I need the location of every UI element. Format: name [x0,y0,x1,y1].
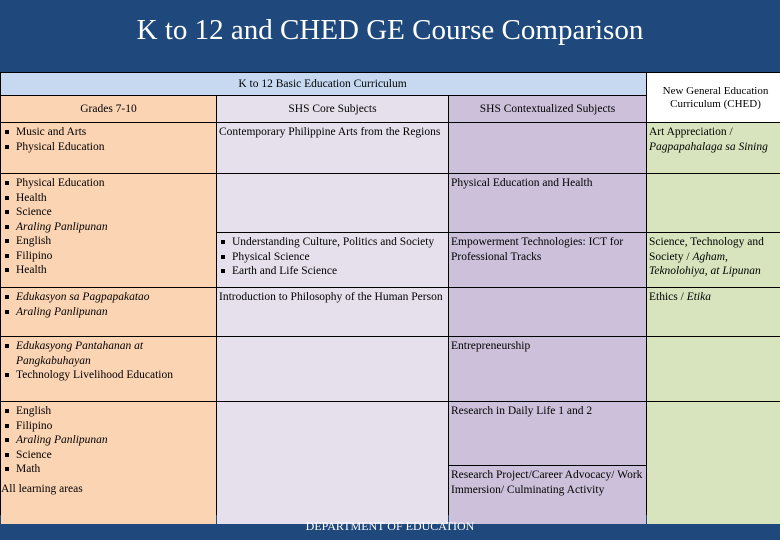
core-cell: Introduction to Philosophy of the Human Person [217,288,448,336]
ched-cell [647,337,780,401]
list-item: Music and Arts [3,125,214,140]
ched-cell [647,402,780,524]
core-cell [217,233,448,287]
comparison-table [0,72,780,515]
grades-cell [1,123,216,173]
header-basic-curriculum: K to 12 Basic Education Curriculum [1,73,646,95]
list-item: Understanding Culture, Politics and Society [219,235,446,250]
grades-cell [1,402,216,524]
context-cell [449,123,646,173]
ched-text-italic: Agham, Teknolohiya, at Lipunan [649,250,761,277]
list-item: Science [3,205,214,220]
list-item: Araling Panlipunan [3,305,214,320]
list-item: Araling Panlipunan [3,433,214,448]
grades-cell [1,174,216,287]
ched-cell [647,288,780,336]
header-ched: New General Education Curriculum (CHED) [647,73,780,122]
list-item: Filipino [3,249,214,264]
header-core: SHS Core Subjects [217,96,448,122]
list-item: Filipino [3,419,214,434]
header-grades: Grades 7-10 [1,96,216,122]
context-cell: Physical Education and Health [449,174,646,232]
ched-text-italic: Etika [686,291,711,303]
ched-text: Ethics / [649,291,687,303]
context-cell [449,288,646,336]
ched-cell [647,233,780,287]
grades-cell [1,288,216,336]
ched-text-italic: Pagpapahalaga sa Sining [649,140,768,153]
ched-text: Science, Technology and Society / [649,236,764,263]
list-item: Araling Panlipunan [3,220,214,235]
list-item: Physical Education [3,140,214,155]
context-cell: Empowerment Technologies: ICT for Professional Tracks [449,233,646,287]
list-item: English [3,234,214,249]
list-item: Physical Science [219,250,446,265]
list-item: Earth and Life Science [219,264,446,279]
context-cell: Entrepreneurship [449,337,646,401]
list-item: Health [3,191,214,206]
all-learning-areas: All learning areas [1,482,83,495]
list-item: Technology Livelihood Education [3,368,214,383]
list-item: Health [3,263,214,278]
footer-label: DEPARTMENT OF EDUCATION [305,519,475,533]
context-cell: Research in Daily Life 1 and 2 [449,402,646,465]
ched-cell [647,174,780,232]
list-item: English [3,404,214,419]
list-item: Science [3,448,214,463]
header-contextualized: SHS Contextualized Subjects [449,96,646,122]
list-item: Physical Education [3,176,214,191]
list-item: Edukasyong Pantahanan at Pangkabuhayan [3,339,214,368]
core-cell [217,174,448,232]
grades-cell [1,337,216,401]
context-cell: Research Project/Career Advocacy/ Work Immersion/ Culminating Activity [449,466,646,524]
ched-cell [647,123,780,173]
ched-text: Art Appreciation / [649,126,733,138]
core-cell [217,402,448,524]
page-title: K to 12 and CHED GE Course Comparison [136,14,644,46]
list-item: Edukasyon sa Pagpapakatao [3,290,214,305]
core-cell: Contemporary Philippine Arts from the Regions [217,123,448,173]
list-item: Math [3,462,214,477]
core-cell [217,337,448,401]
